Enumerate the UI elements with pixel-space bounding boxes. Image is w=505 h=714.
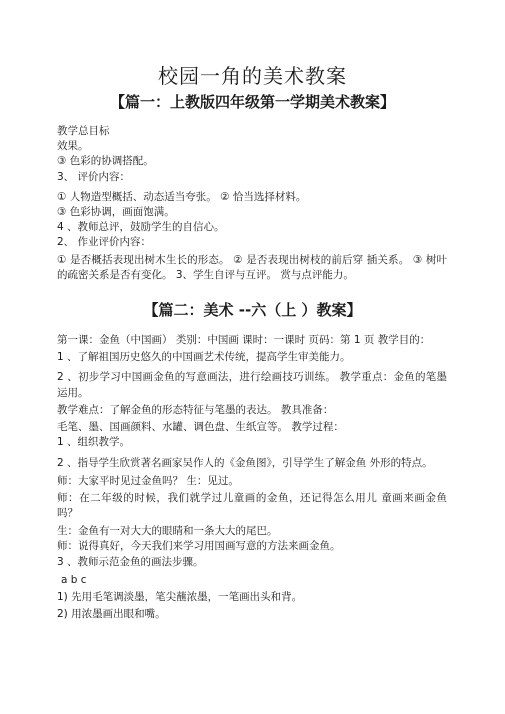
- section2-line: a b c: [61, 573, 87, 586]
- section2-line: 1) 先用毛笔调淡墨，笔尖蘸浓墨，一笔画出头和背。: [57, 591, 303, 604]
- section1-heading: 【篇一：上教版四年级第一学期美术教案】: [109, 93, 395, 111]
- section2-paragraph: 师：在二年级的时候，我们就学过儿童画的金鱼，还记得怎么用儿 童画来画金鱼吗？: [57, 491, 447, 520]
- section2-paragraph: 第一课：金鱼（中国画） 类别：中国画 课时：一课时 页码：第 1 页 教学目的：: [57, 334, 431, 346]
- section1-body: [57, 124, 447, 283]
- section1-line: ③ 色彩协调，画面饱满。: [57, 206, 175, 219]
- section2-line: 2) 用浓墨画出眼和嘴。: [57, 608, 166, 621]
- section1-line: 效果。: [57, 140, 89, 153]
- document-title: 校园一角的美术教案: [158, 64, 347, 88]
- section2-line: 师：说得真好，今天我们来学习用国画写意的方法来画金鱼。: [57, 540, 341, 553]
- section1-line: ① 人物造型概括、动态适当夸张。 ② 恰当选择材料。: [57, 190, 307, 203]
- section1-line: 3、 评价内容：: [57, 170, 131, 183]
- section2-line: 师：大家平时见过金鱼吗？ 生：见过。: [57, 474, 239, 487]
- section2-line: 1 、了解祖国历史悠久的中国画艺术传统，提高学生审美能力。: [57, 351, 351, 364]
- section2-line: 毛笔、墨、国画颜料、水罐、调色盘、生纸宣等。 教学过程：: [57, 421, 344, 434]
- section2-line: 教学难点：了解金鱼的形态特征与笔墨的表达。 教具准备：: [57, 403, 334, 416]
- section1-paragraph: ① 是否概括表现出树木生长的形态。 ② 是否表现出树枝的前后穿 插关系。 ③ 树叶的疏密关系是否有变化。 3、学生自评与互评。 赏与点评能力。: [57, 253, 447, 281]
- section2-paragraph: 2 、指导学生欣赏著名画家吴作人的《金鱼图》，引导学生了解金鱼 外形的特点。: [57, 457, 433, 470]
- section2-line: 3 、教师示范金鱼的画法步骤。: [57, 555, 204, 568]
- section1-line: 4 、教师总评，鼓励学生的自信心。: [57, 221, 225, 234]
- section1-line: 教学总目标: [57, 125, 110, 137]
- section2-line: 1 、组织教学。: [57, 436, 131, 449]
- section2-body: [57, 333, 447, 622]
- section1-line: 2、 作业评价内容：: [57, 236, 152, 249]
- section2-heading: 【篇二：美术 --六（上 ）教案】: [143, 301, 362, 319]
- section1-line: ③ 色彩的协调搭配。: [57, 155, 154, 168]
- section2-paragraph: 2 、初步学习中国画金鱼的写意画法，进行绘画技巧训练。 教学重点：金鱼的笔墨运用。: [57, 371, 447, 399]
- section2-line: 生：金鱼有一对大大的眼睛和一条大大的尾巴。: [57, 525, 278, 538]
